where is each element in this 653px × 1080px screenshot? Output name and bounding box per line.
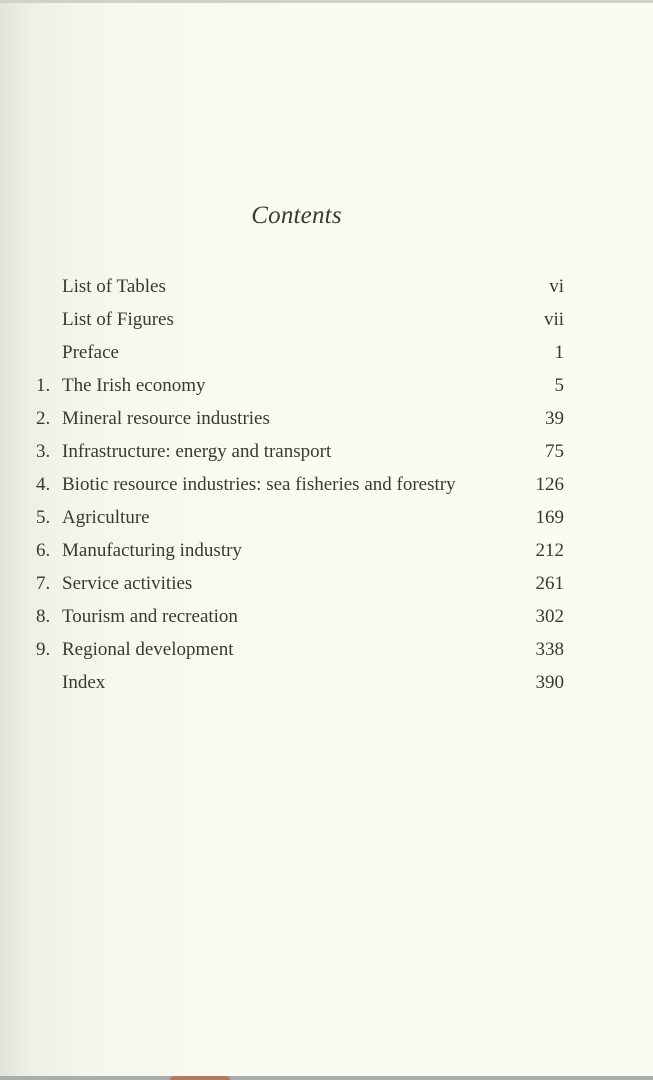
toc-entry-chapter-2 [0,408,653,441]
entry-page: 338 [535,639,564,660]
page-bottom-edge [0,1076,653,1080]
entry-page: vi [549,276,564,297]
entry-page: 1 [554,342,564,363]
entry-label: Manufacturing industry [62,540,242,561]
entry-number: 5. [36,507,51,528]
entry-label: Service activities [62,573,193,594]
entry-page: 39 [545,408,564,429]
toc-entry-chapter-9 [0,639,653,672]
entry-label: Regional development [62,639,234,660]
entry-page: 75 [545,441,564,462]
page-title: Contents [251,202,342,229]
toc-entry-list-of-tables [0,276,653,309]
toc-entry-chapter-7 [0,573,653,606]
entry-label: The Irish economy [62,375,206,396]
entry-label: Mineral resource industries [62,408,270,429]
entry-label: Infrastructure: energy and transport [62,441,332,462]
toc-entry-list-of-figures [0,309,653,342]
entry-page: vii [543,309,564,330]
entry-number: 3. [36,441,51,462]
entry-page: 169 [535,507,564,528]
toc-entry-chapter-5 [0,507,653,540]
entry-number: 7. [36,573,51,594]
entry-label: Index [62,672,106,693]
entry-page: 302 [535,606,564,627]
entry-number: 8. [36,606,51,627]
entry-label: List of Tables [62,276,166,297]
toc-entry-preface [0,342,653,375]
page-top-edge [0,0,653,3]
entry-number: 2. [36,408,51,429]
toc-entry-chapter-4 [0,474,653,507]
toc-entry-chapter-1 [0,375,653,408]
page-bottom-mark [170,1076,230,1080]
entry-page: 5 [554,375,564,396]
toc-entry-chapter-8 [0,606,653,639]
entry-page: 212 [535,540,564,561]
toc-entry-chapter-6 [0,540,653,573]
entry-label: Tourism and recreation [62,606,238,627]
entry-page: 261 [535,573,564,594]
entry-page: 126 [535,474,564,495]
toc-entry-chapter-3 [0,441,653,474]
entry-label: List of Figures [62,309,174,330]
entry-label: Biotic resource industries: sea fisheries and forestry [62,474,456,495]
entry-label: Agriculture [62,507,150,528]
entry-number: 1. [36,375,51,396]
entry-number: 4. [36,474,51,495]
entry-number: 9. [36,639,51,660]
entry-number: 6. [36,540,51,561]
toc-entry-index [0,672,653,705]
entry-page: 390 [535,672,564,693]
entry-label: Preface [62,342,119,363]
